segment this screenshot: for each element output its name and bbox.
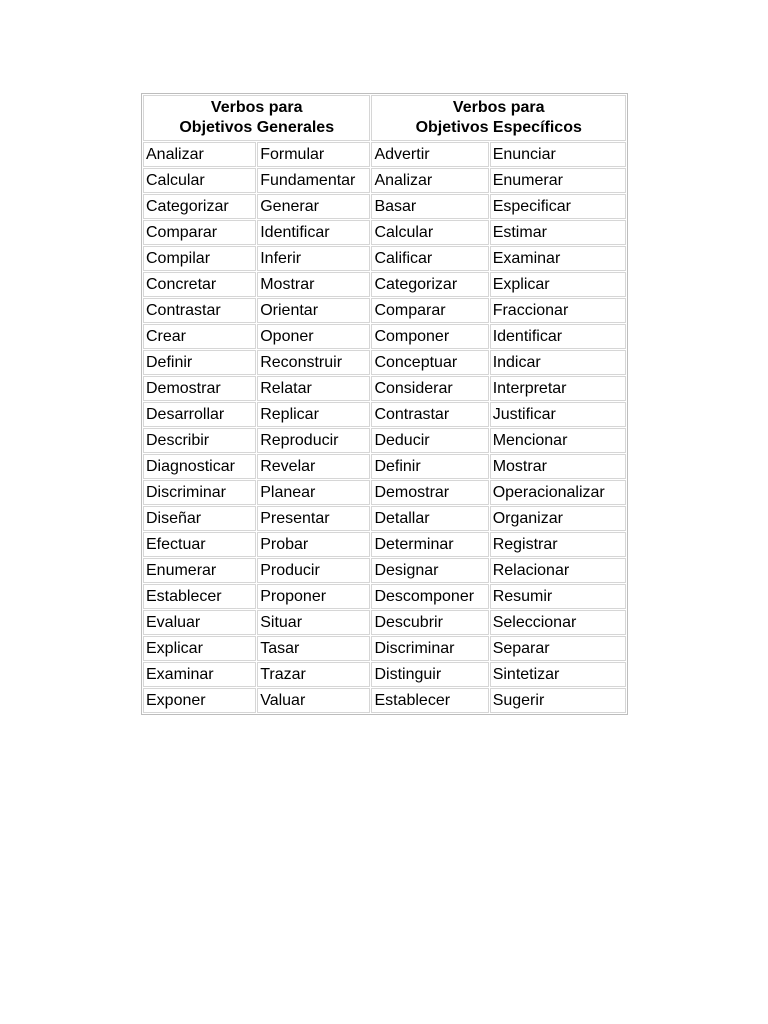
table-cell: Contrastar	[143, 298, 256, 323]
table-cell: Distinguir	[371, 662, 488, 687]
table-cell: Demostrar	[143, 376, 256, 401]
table-cell: Calcular	[143, 168, 256, 193]
table-cell: Categorizar	[371, 272, 488, 297]
table-cell: Calificar	[371, 246, 488, 271]
table-row	[143, 636, 626, 661]
table-row	[143, 324, 626, 349]
table-cell: Probar	[257, 532, 370, 557]
table-cell: Crear	[143, 324, 256, 349]
table-cell: Demostrar	[371, 480, 488, 505]
table-row	[143, 168, 626, 193]
table-cell: Interpretar	[490, 376, 626, 401]
table-row	[143, 662, 626, 687]
table-cell: Tasar	[257, 636, 370, 661]
table-row	[143, 506, 626, 531]
header-specific-objectives	[371, 95, 626, 141]
table-cell: Calcular	[371, 220, 488, 245]
table-cell: Fundamentar	[257, 168, 370, 193]
header-general-objectives	[143, 95, 370, 141]
table-cell: Considerar	[371, 376, 488, 401]
table-cell: Mostrar	[490, 454, 626, 479]
table-row	[143, 428, 626, 453]
table-cell: Explicar	[490, 272, 626, 297]
table-cell: Identificar	[257, 220, 370, 245]
table-cell: Designar	[371, 558, 488, 583]
table-cell: Producir	[257, 558, 370, 583]
table-cell: Basar	[371, 194, 488, 219]
table-cell: Revelar	[257, 454, 370, 479]
table-cell: Diagnosticar	[143, 454, 256, 479]
table-cell: Examinar	[143, 662, 256, 687]
table-cell: Organizar	[490, 506, 626, 531]
header-general-line2: Objetivos Generales	[179, 119, 335, 136]
table-cell: Determinar	[371, 532, 488, 557]
table-cell: Orientar	[257, 298, 370, 323]
table-cell: Planear	[257, 480, 370, 505]
table-row	[143, 272, 626, 297]
header-general-line1: Verbos para	[210, 99, 303, 116]
table-cell: Detallar	[371, 506, 488, 531]
header-specific-line2: Objetivos Específicos	[415, 119, 582, 136]
table-cell: Operacionalizar	[490, 480, 626, 505]
table-cell: Especificar	[490, 194, 626, 219]
table-cell: Establecer	[371, 688, 488, 713]
table-row	[143, 584, 626, 609]
table-cell: Sugerir	[490, 688, 626, 713]
table-cell: Definir	[143, 350, 256, 375]
table-row	[143, 220, 626, 245]
table-header-row	[143, 95, 626, 141]
table-cell: Discriminar	[143, 480, 256, 505]
table-row	[143, 376, 626, 401]
table-cell: Oponer	[257, 324, 370, 349]
table-cell: Evaluar	[143, 610, 256, 635]
table-cell: Efectuar	[143, 532, 256, 557]
table-cell: Comparar	[143, 220, 256, 245]
table-cell: Situar	[257, 610, 370, 635]
table-cell: Generar	[257, 194, 370, 219]
table-cell: Mencionar	[490, 428, 626, 453]
table-row	[143, 480, 626, 505]
table-cell: Seleccionar	[490, 610, 626, 635]
table-cell: Examinar	[490, 246, 626, 271]
table-cell: Conceptuar	[371, 350, 488, 375]
table-cell: Diseñar	[143, 506, 256, 531]
table-cell: Exponer	[143, 688, 256, 713]
table-row	[143, 298, 626, 323]
table-cell: Justificar	[490, 402, 626, 427]
table-cell: Replicar	[257, 402, 370, 427]
table-cell: Concretar	[143, 272, 256, 297]
table-cell: Compilar	[143, 246, 256, 271]
table-cell: Enumerar	[490, 168, 626, 193]
table-cell: Separar	[490, 636, 626, 661]
table-cell: Relacionar	[490, 558, 626, 583]
table-cell: Discriminar	[371, 636, 488, 661]
table-cell: Relatar	[257, 376, 370, 401]
table-cell: Proponer	[257, 584, 370, 609]
table-cell: Trazar	[257, 662, 370, 687]
table-row	[143, 194, 626, 219]
table-cell: Comparar	[371, 298, 488, 323]
table-cell: Reproducir	[257, 428, 370, 453]
table-cell: Descomponer	[371, 584, 488, 609]
table-cell: Analizar	[143, 142, 256, 167]
table-cell: Desarrollar	[143, 402, 256, 427]
table-cell: Descubrir	[371, 610, 488, 635]
table-cell: Contrastar	[371, 402, 488, 427]
table-cell: Valuar	[257, 688, 370, 713]
table-cell: Identificar	[490, 324, 626, 349]
table-row	[143, 532, 626, 557]
table-cell: Explicar	[143, 636, 256, 661]
verbs-table-body	[143, 142, 626, 713]
table-cell: Advertir	[371, 142, 488, 167]
table-row	[143, 454, 626, 479]
table-row	[143, 558, 626, 583]
table-cell: Registrar	[490, 532, 626, 557]
table-row	[143, 350, 626, 375]
table-row	[143, 246, 626, 271]
verbs-table	[141, 93, 628, 715]
table-cell: Definir	[371, 454, 488, 479]
table-cell: Formular	[257, 142, 370, 167]
table-cell: Describir	[143, 428, 256, 453]
table-cell: Enumerar	[143, 558, 256, 583]
table-cell: Enunciar	[490, 142, 626, 167]
table-cell: Mostrar	[257, 272, 370, 297]
table-cell: Deducir	[371, 428, 488, 453]
table-cell: Presentar	[257, 506, 370, 531]
table-row	[143, 142, 626, 167]
table-cell: Inferir	[257, 246, 370, 271]
table-cell: Reconstruir	[257, 350, 370, 375]
table-cell: Estimar	[490, 220, 626, 245]
table-cell: Establecer	[143, 584, 256, 609]
table-row	[143, 688, 626, 713]
table-cell: Indicar	[490, 350, 626, 375]
table-cell: Categorizar	[143, 194, 256, 219]
table-row	[143, 610, 626, 635]
table-row	[143, 402, 626, 427]
table-cell: Resumir	[490, 584, 626, 609]
table-cell: Fraccionar	[490, 298, 626, 323]
table-cell: Componer	[371, 324, 488, 349]
table-cell: Sintetizar	[490, 662, 626, 687]
table-cell: Analizar	[371, 168, 488, 193]
header-specific-line1: Verbos para	[452, 99, 545, 116]
